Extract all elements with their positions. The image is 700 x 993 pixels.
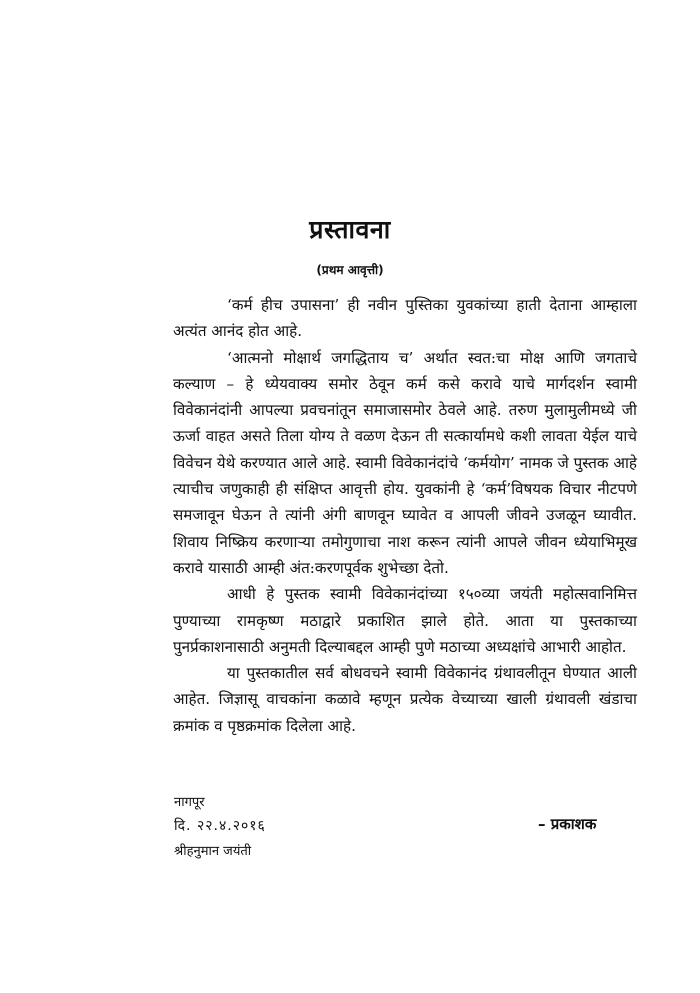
- footer-publisher: – प्रकाशक: [538, 815, 597, 833]
- footer-date: दि. २२.४.२०१६: [174, 818, 266, 834]
- paragraph-1: ‘कर्म हीच उपासना’ ही नवीन पुस्तिका युवकांच्या हाती देताना आम्हाला अत्यंत आनंद होत आहे.: [173, 296, 637, 341]
- preface-body: [173, 292, 637, 739]
- paragraph-2: ‘आत्मनो मोक्षार्थ जगद्धिताय च’ अर्थात स्वत:चा मोक्ष आणि जगताचे कल्याण – हे ध्येयवाक्य समोर ठेवून कर्म कसे करावे याचे मार्गदर्शन स्वामी विवेकानंदांनी आपल्या प्रवचनांतून समाजासमोर ठेवले आहे. तरुण मुलामुलीमध्ये जी ऊर्जा वाहत असते तिला योग्य ते वळण देऊन ती सत्कार्यामधे कशी लावता येईल याचे विवेचन येथे करण्यात आले आहे. स्वामी विवेकानंदांचे ‘कर्मयोग’ नामक जे पुस्तक आहे त्याचीच जणुकाही ही संक्षिप्त आवृत्ती होय. युवकांनी हे ‘कर्म’विषयक विचार नीटपणे समजावून घेऊन ते त्यांनी अंगी बाणवून घ्यावेत व आपली जीवने उजळून घ्यावीत. शिवाय निष्क्रिय करणाऱ्या तमोगुणाचा नाश करून त्यांनी आपले जीवन ध्येयाभिमूख करावे यासाठी आम्ही अंत:करणपूर्वक शुभेच्छा देतो.: [173, 348, 637, 577]
- paragraph-3: आधी हे पुस्तक स्वामी विवेकानंदांच्या १५०व्या जयंती महोत्सवानिमित्त पुण्याच्या रामकृष्ण मठाद्वारे प्रकाशित झाले होते. आता या पुस्तकाच्या पुनर्प्रकाशनासाठी अनुमती दिल्याबद्दल आम्ही पुणे मठाच्या अध्यक्षांचे आभारी आहोत.: [173, 585, 637, 656]
- paragraph-4: या पुस्तकातील सर्व बोधवचने स्वामी विवेकानंद ग्रंथावलीतून घेण्यात आली आहेत. जिज्ञासू वाचकांना कळावे म्हणून प्रत्येक वेच्याच्या खाली ग्रंथावली खंडाचा क्रमांक व पृष्ठक्रमांक दिलेला आहे.: [173, 664, 637, 735]
- footer-occasion: श्रीहनुमान जयंती: [174, 844, 252, 859]
- page-title: प्रस्तावना: [309, 215, 391, 244]
- edition-subtitle: (प्रथम आवृत्ती): [316, 263, 384, 277]
- footer-city: नागपूर: [174, 795, 205, 810]
